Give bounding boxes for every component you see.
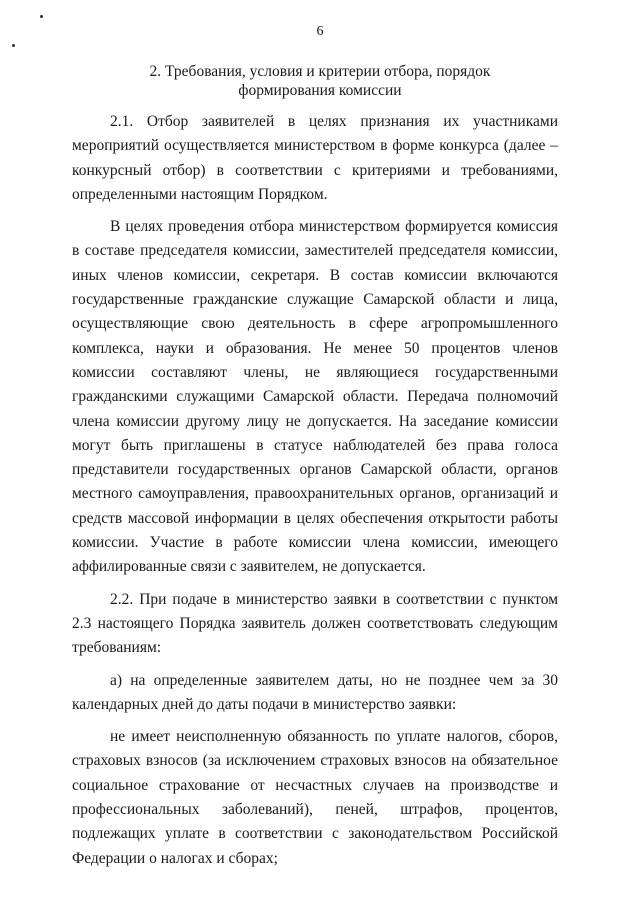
section-heading-line: формирования комиссии — [238, 82, 402, 99]
scan-speck — [12, 44, 15, 47]
paragraph-item-a: а) на определенные заявителем даты, но не позднее чем за 30 календарных дней до даты подачи в министерство заявки: — [72, 671, 558, 713]
page-number: 6 — [316, 24, 324, 39]
paragraph-commission: В целях проведения отбора министерством формируется комиссия в составе председателя комиссии, заместителей председателя комиссии, иных членов комиссии, секретаря. В состав комиссии включаются государственные гражданские служащие Самарской области и лица, осуществляющие свою деятельность в сфере агропромышленного комплекса, науки и образования. Не менее 50 процентов членов комиссии составляют члены, не являющиеся государственными гражданскими служащими Самарской области. Передача полномочий члена комиссии другому лицу не допускается. На заседание комиссии могут быть приглашены в статусе наблюдателей без права голоса представители государственных органов Самарской области, органов местного самоуправления, правоохранительных органов, организаций и средств массовой информации в целях обеспечения открытости работы комиссии. Участие в работе комиссии члена комиссии, имеющего аффилированные связи с заявителем, не допускается. — [72, 218, 558, 576]
body-text — [72, 110, 558, 871]
section-heading — [60, 62, 580, 100]
paragraph-tax-obligation: не имеет неисполненную обязанность по уплате налогов, сборов, страховых взносов (за исключением страховых взносов на обязательное социальное страхование от несчастных случаев на производстве и профессиональных заболеваний), пеней, штрафов, процентов, подлежащих уплате в соответствии с законодательством Российской Федерации о налогах и сборах; — [72, 728, 558, 867]
paragraph-2-1: 2.1. Отбор заявителей в целях признания их участниками мероприятий осуществляется министерством в форме конкурса (далее – конкурсный отбор) в соответствии с критериями и требованиями, определенными настоящим Порядком. — [72, 113, 558, 203]
section-heading-line: 2. Требования, условия и критерии отбора, порядок — [149, 63, 491, 80]
paragraph-2-2: 2.2. При подаче в министерство заявки в соответствии с пунктом 2.3 настоящего Порядка заявитель должен соответствовать следующим требованиям: — [72, 590, 558, 657]
scan-speck — [40, 15, 43, 18]
